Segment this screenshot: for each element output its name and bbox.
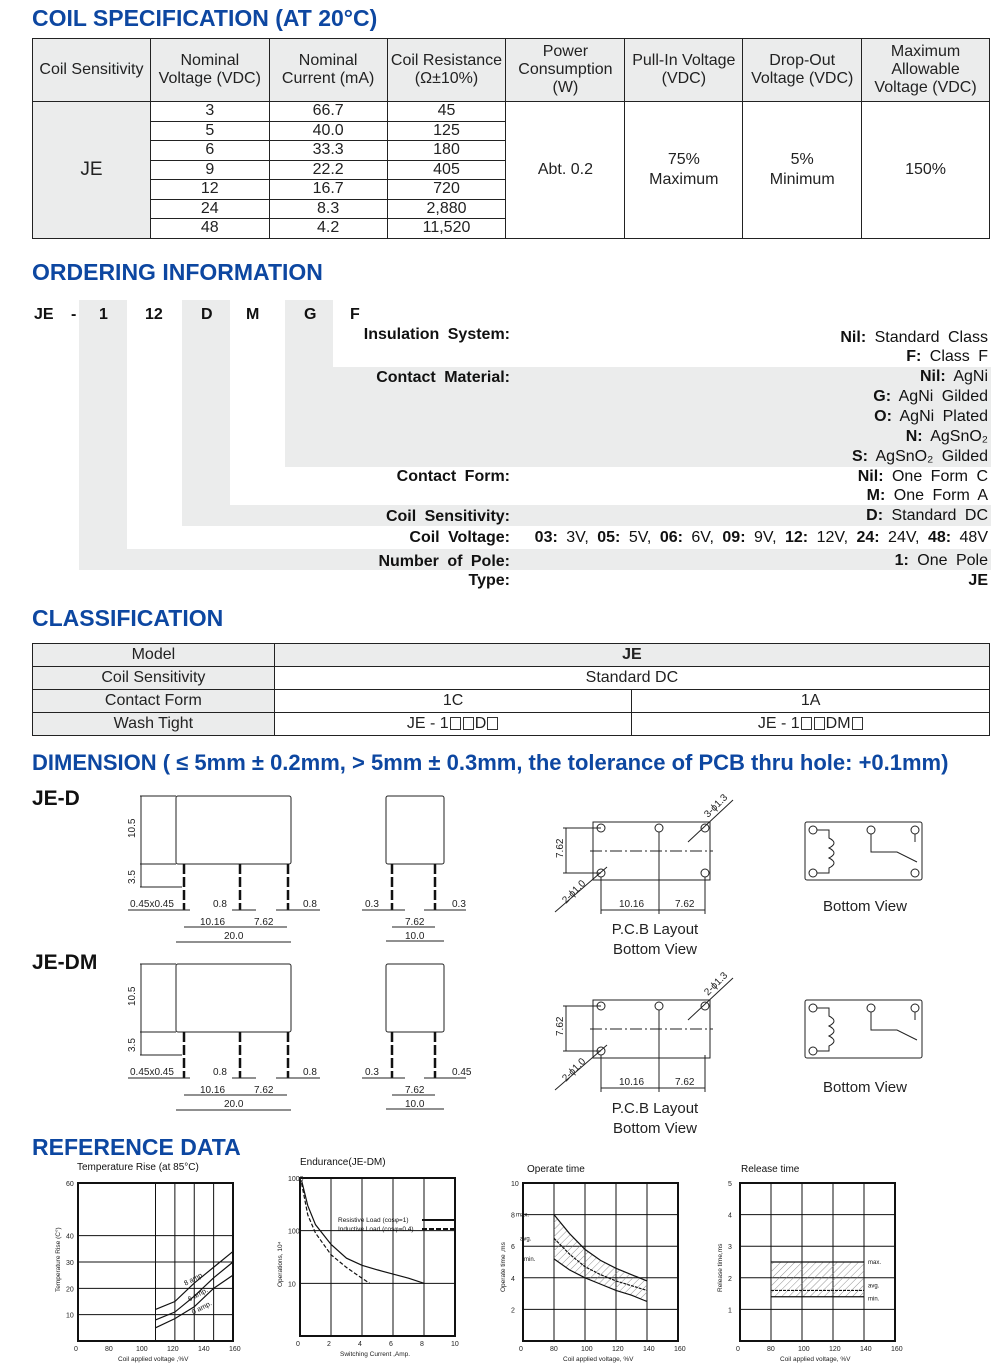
- coil-sensitivity-label: Coil Sensitivity: [33, 667, 275, 690]
- x-tick-label: 140: [198, 1346, 210, 1353]
- y-tick-label: 4: [511, 1275, 515, 1283]
- code-material: G: [304, 306, 317, 323]
- plot-frame: [300, 1178, 455, 1336]
- coil-sensitivity-value: Standard DC: [274, 667, 989, 690]
- header-coil-sensitivity: [33, 39, 151, 102]
- x-tick-label: 6: [389, 1341, 393, 1348]
- pull-in-cell: [625, 102, 743, 239]
- option-key: N:: [905, 428, 923, 445]
- x-tick-label: 0: [736, 1346, 740, 1353]
- placeholder-box: [450, 717, 461, 730]
- reference-title: REFERENCE DATA: [32, 1134, 241, 1160]
- coil-icon: [817, 830, 834, 873]
- bottom-view-outline: [805, 1000, 922, 1058]
- header-text: Voltage (VDC): [158, 70, 261, 87]
- voltage-cell: 6: [150, 141, 269, 161]
- part-prefix: JE - 1: [757, 715, 800, 732]
- annotation-label: max.: [868, 1260, 882, 1266]
- option-key: 48:: [927, 529, 952, 546]
- coil-sensitivity-cell: JE: [33, 102, 151, 239]
- label-coil-voltage: Coil Voltage:: [409, 529, 510, 546]
- option-key: 06:: [659, 529, 683, 546]
- header-text: Drop-Out: [769, 52, 836, 69]
- placeholder-box: [487, 717, 498, 730]
- dim-label: 0.3: [452, 899, 466, 910]
- dim-label: 7.62: [675, 899, 695, 910]
- option-key: M:: [866, 487, 886, 504]
- option-pole-1: [895, 552, 988, 570]
- y-axis-label: Operate time ,ms: [500, 1242, 507, 1292]
- classification-title: CLASSIFICATION: [32, 605, 224, 631]
- dim-label: 0.45x0.45: [130, 899, 174, 910]
- dim-label: 10.16: [200, 917, 226, 928]
- resistance-cell: 11,520: [387, 219, 506, 239]
- option-key: 24:: [856, 529, 880, 546]
- option-material-nil: [920, 368, 988, 386]
- y-tick-label: 2: [511, 1307, 515, 1315]
- code-pole: 1: [99, 306, 108, 323]
- dim-label: 3.5: [127, 870, 138, 884]
- voltage-cell: 48: [150, 219, 269, 239]
- x-tick-label: 100: [581, 1346, 593, 1353]
- pcb-hole: [701, 869, 709, 877]
- dim-label: 0.3: [365, 1067, 379, 1078]
- x-tick-label: 80: [767, 1346, 775, 1353]
- endurance-chart: [272, 1170, 472, 1363]
- drop-out-value: 5%: [790, 150, 814, 168]
- current-cell: 40.0: [269, 121, 387, 141]
- label-poles: Number of Pole:: [378, 553, 510, 570]
- label-contact-material: Contact Material:: [376, 369, 510, 386]
- option-material-n: [906, 428, 988, 446]
- code-insulation: F: [350, 306, 360, 323]
- x-tick-label: 120: [829, 1346, 841, 1353]
- part-prefix: JE - 1: [406, 715, 449, 732]
- x-tick-label: 2: [327, 1341, 331, 1348]
- y-tick-label: 10: [288, 1281, 296, 1289]
- resistance-cell: 45: [387, 102, 506, 122]
- y-tick-label: 20: [66, 1286, 74, 1294]
- option-material-s: [852, 448, 988, 466]
- option-key: O:: [874, 408, 892, 425]
- wash-tight-1c: [274, 713, 632, 736]
- option-key: JE: [968, 572, 988, 589]
- coil-header-row: [33, 39, 990, 102]
- pcb-caption-je-d: [590, 920, 720, 960]
- current-cell: 16.7: [269, 180, 387, 200]
- coil-terminal: [809, 1004, 817, 1012]
- code-sensitivity: D: [201, 306, 213, 323]
- header-text: Maximum: [890, 43, 961, 60]
- table-row: [33, 690, 990, 713]
- series-line: [302, 1183, 370, 1283]
- x-axis-label: Switching Current ,Amp.: [340, 1351, 411, 1358]
- y-tick-label: 100: [288, 1228, 300, 1236]
- coil-icon: [817, 1008, 834, 1051]
- code-dash: -: [71, 306, 77, 323]
- power-cell: Abt. 0.2: [506, 102, 625, 239]
- option-key: S:: [851, 448, 868, 465]
- x-tick-label: 80: [550, 1346, 558, 1353]
- option-value: AgNi Plated: [899, 408, 988, 425]
- label-coil-sensitivity: Coil Sensitivity:: [385, 508, 510, 525]
- bracket-sensitivity: [182, 300, 230, 526]
- x-tick-label: 8: [420, 1341, 424, 1348]
- x-tick-label: 10: [451, 1341, 459, 1348]
- y-tick-label: 2: [728, 1275, 732, 1283]
- pcb-caption-je-dm: [590, 1099, 720, 1139]
- dim-label: 7.62: [555, 838, 566, 858]
- header-drop-out: [743, 39, 862, 102]
- option-key: Nil:: [857, 468, 884, 485]
- y-tick-label: 30: [66, 1260, 74, 1267]
- relay-front-body: [176, 964, 291, 1032]
- header-text: Current (mA): [281, 70, 375, 87]
- header-text: Allowable: [891, 61, 960, 78]
- option-form-m: [867, 487, 988, 505]
- current-cell: 33.3: [269, 141, 387, 161]
- coil-spec-title: COIL SPECIFICATION (AT 20°C): [32, 5, 378, 31]
- y-tick-label: 60: [66, 1181, 74, 1188]
- option-form-nil: [858, 468, 988, 486]
- header-text: (W): [552, 79, 579, 96]
- x-tick-label: 100: [798, 1346, 810, 1353]
- x-axis-label: Coil applied voltage, %V: [563, 1356, 634, 1363]
- y-tick-label: 1000: [288, 1176, 304, 1183]
- x-tick-label: 140: [860, 1346, 872, 1353]
- placeholder-box: [852, 717, 863, 730]
- x-tick-label: 160: [229, 1346, 241, 1353]
- caption-line: P.C.B Layout: [611, 921, 699, 938]
- annotation-label: min.: [524, 1256, 536, 1263]
- dim-label: 7.62: [405, 1085, 425, 1096]
- header-max-allowable: [862, 39, 990, 102]
- option-value: AgSnO₂: [930, 428, 988, 445]
- header-nominal-voltage: [150, 39, 269, 102]
- table-row: [33, 102, 990, 122]
- max-allowable-cell: 150%: [862, 102, 990, 239]
- dim-label: 7.62: [254, 917, 274, 928]
- voltage-cell: 24: [150, 199, 269, 219]
- band-area: [554, 1215, 647, 1302]
- dim-label: 20.0: [224, 931, 244, 942]
- option-material-g: [873, 388, 988, 406]
- resistance-cell: 2,880: [387, 199, 506, 219]
- dim-label: 0.8: [213, 1067, 227, 1078]
- bracket-pole-row: [79, 549, 991, 570]
- voltage-cell: 5: [150, 121, 269, 141]
- resistance-cell: 720: [387, 180, 506, 200]
- option-value: 3V,: [566, 529, 589, 546]
- voltage-cell: 3: [150, 102, 269, 122]
- y-axis-label: Temperature Rise (C°): [55, 1227, 62, 1292]
- header-nominal-current: [269, 39, 387, 102]
- caption-line: Bottom View: [613, 1120, 697, 1137]
- x-tick-label: 120: [167, 1346, 179, 1353]
- placeholder-box: [801, 717, 812, 730]
- x-axis-label: Coil applied voltage ,%V: [118, 1356, 189, 1363]
- part-suffix: D: [474, 715, 487, 732]
- dim-label: 10.0: [405, 1099, 425, 1110]
- option-insulation-f: [906, 348, 988, 366]
- legend-label: Resistive Load (cosφ=1): [338, 1217, 409, 1224]
- x-tick-label: 0: [519, 1346, 523, 1353]
- dim-label: 20.0: [224, 1099, 244, 1110]
- dim-label: 10.16: [200, 1085, 226, 1096]
- dimension-set-je-d: [127, 792, 922, 942]
- dim-label: 10.16: [619, 1077, 645, 1088]
- label-contact-form: Contact Form:: [396, 468, 510, 485]
- x-tick-label: 160: [674, 1346, 686, 1353]
- coil-terminal: [809, 869, 817, 877]
- nc-terminal: [911, 1004, 919, 1012]
- header-text: Nominal: [180, 52, 240, 69]
- option-value: One Form A: [893, 487, 988, 504]
- header-text: Nominal: [298, 52, 358, 69]
- chart-title: Release time: [741, 1164, 800, 1175]
- caption-line: Bottom View: [613, 941, 697, 958]
- common-terminal: [867, 826, 875, 834]
- resistance-cell: 180: [387, 141, 506, 161]
- header-text: Voltage (VDC): [874, 79, 977, 96]
- dim-label: 0.8: [303, 1067, 317, 1078]
- y-tick-label: 3: [728, 1244, 732, 1252]
- switch-icon: [871, 1012, 917, 1040]
- x-tick-label: 100: [136, 1346, 148, 1353]
- option-key: 09:: [722, 529, 746, 546]
- part-suffix: DM: [825, 715, 851, 732]
- contact-form-label: Contact Form: [33, 690, 275, 713]
- dim-label: 3.5: [127, 1038, 138, 1052]
- caption-line: P.C.B Layout: [611, 1100, 699, 1117]
- dim-label: 0.8: [213, 899, 227, 910]
- option-value: Standard DC: [891, 507, 988, 524]
- header-coil-resistance: [387, 39, 506, 102]
- variant-title-je-dm: JE-DM: [32, 951, 98, 974]
- relay-side-body: [386, 964, 444, 1032]
- header-text: (Ω±10%): [414, 70, 479, 87]
- code-voltage: 12: [145, 306, 163, 323]
- pcb-hole: [701, 1002, 709, 1010]
- coil-terminal: [809, 826, 817, 834]
- contact-form-1a: 1A: [632, 690, 990, 713]
- y-tick-label: 8: [511, 1212, 515, 1220]
- coil-terminal: [809, 1047, 817, 1055]
- bracket-pole: [79, 300, 127, 570]
- header-text: Consumption: [518, 61, 613, 78]
- x-tick-label: 80: [105, 1346, 113, 1353]
- y-axis-label: Release time,ms: [717, 1243, 724, 1292]
- voltage-cell: 9: [150, 160, 269, 180]
- label-type: Type:: [468, 572, 510, 589]
- dim-label: 10.16: [619, 899, 645, 910]
- dim-label: 7.62: [254, 1085, 274, 1096]
- x-axis-label: Coil applied voltage, %V: [780, 1356, 851, 1363]
- chart-title: Temperature Rise (at 85°C): [77, 1162, 199, 1173]
- dim-label: 0.3: [365, 899, 379, 910]
- header-text: Coil Sensitivity: [39, 61, 144, 78]
- series-label: 8 amp.: [183, 1271, 206, 1288]
- current-cell: 22.2: [269, 160, 387, 180]
- relay-side-body: [386, 796, 444, 864]
- dim-label: 2-ϕ1.0: [560, 1056, 589, 1085]
- option-value: 48V: [959, 529, 988, 546]
- pull-in-qualifier: Maximum: [649, 170, 719, 188]
- series-label: 6 amp.: [187, 1287, 210, 1304]
- pcb-hole: [655, 824, 663, 832]
- ordering-diagram: [0, 300, 1004, 600]
- option-coil-voltage-list: [535, 529, 988, 547]
- option-key: F:: [906, 348, 922, 365]
- dim-label: 10.0: [405, 931, 425, 942]
- pcb-hole: [655, 1002, 663, 1010]
- y-tick-label: 4: [728, 1212, 732, 1220]
- option-value: One Form C: [891, 468, 988, 485]
- pcb-hole: [701, 824, 709, 832]
- option-key: 1:: [894, 552, 909, 569]
- x-tick-label: 140: [643, 1346, 655, 1353]
- chart-title: Endurance(JE-DM): [300, 1157, 386, 1168]
- option-value: AgSnO₂ Gilded: [875, 448, 988, 465]
- option-value: 9V,: [753, 529, 777, 546]
- option-value: 24V,: [888, 529, 920, 546]
- dim-label: 7.62: [555, 1016, 566, 1036]
- dimension-title: DIMENSION ( ≤ 5mm ± 0.2mm, > 5mm ± 0.3mm, the tolerance of PCB thru hole: +0.1mm): [32, 750, 949, 775]
- annotation-label: avg.: [868, 1283, 880, 1290]
- model-label: Model: [33, 644, 275, 667]
- series-label: 0 amp.: [190, 1300, 214, 1317]
- pull-in-value: 75%: [667, 150, 700, 168]
- option-value: One Pole: [917, 552, 988, 569]
- classification-table: [32, 643, 990, 736]
- option-key: 03:: [534, 529, 558, 546]
- current-cell: 8.3: [269, 199, 387, 219]
- y-tick-label: 5: [728, 1181, 732, 1188]
- option-value: AgNi Gilded: [898, 388, 988, 405]
- annotation-label: min.: [868, 1296, 880, 1303]
- code-form: M: [246, 306, 260, 323]
- bottom-view-outline: [805, 822, 922, 880]
- contact-form-1c: 1C: [274, 690, 632, 713]
- dim-label: 7.62: [405, 917, 425, 928]
- y-tick-label: 1: [728, 1307, 732, 1315]
- current-cell: 66.7: [269, 102, 387, 122]
- current-cell: 4.2: [269, 219, 387, 239]
- x-tick-label: 120: [612, 1346, 624, 1353]
- option-value: 5V,: [628, 529, 652, 546]
- bottom-caption-je-dm: Bottom View: [823, 1079, 907, 1096]
- table-row: [33, 667, 990, 690]
- legend-label: Inductive Load (cosφ=0.4): [338, 1226, 414, 1233]
- dim-label: 7.62: [675, 1077, 695, 1088]
- wash-tight-label: Wash Tight: [33, 713, 275, 736]
- ordering-title: ORDERING INFORMATION: [32, 259, 323, 285]
- placeholder-box: [814, 717, 825, 730]
- x-tick-label: 4: [358, 1341, 362, 1348]
- switch-icon: [871, 834, 917, 862]
- option-insulation-nil: [840, 329, 988, 347]
- annotation-label: max.: [516, 1212, 530, 1219]
- option-key: 05:: [597, 529, 621, 546]
- option-value: Class F: [929, 348, 988, 365]
- band-area: [771, 1262, 864, 1297]
- dim-label: 0.8: [303, 899, 317, 910]
- y-tick-label: 10: [511, 1181, 519, 1188]
- header-text: Power: [542, 43, 589, 60]
- temperature-rise-chart: [50, 1175, 250, 1363]
- model-value: JE: [274, 644, 989, 667]
- resistance-cell: 125: [387, 121, 506, 141]
- option-value: 12V,: [816, 529, 849, 546]
- option-key: Nil:: [919, 368, 946, 385]
- header-text: (VDC): [661, 70, 707, 87]
- annotation-label: avg.: [520, 1236, 532, 1243]
- code-type: JE: [34, 306, 54, 323]
- option-key: Nil:: [840, 329, 867, 346]
- drop-out-cell: [743, 102, 862, 239]
- option-key: 12:: [784, 529, 809, 546]
- y-axis-label: Operations, 10⁴: [277, 1241, 284, 1287]
- chart-title: Operate time: [527, 1164, 585, 1175]
- option-value: Standard Class: [874, 329, 988, 346]
- dim-label: 3-ϕ1.3: [702, 792, 731, 821]
- header-text: Voltage (VDC): [751, 70, 854, 87]
- placeholder-box: [463, 717, 474, 730]
- option-key: G:: [873, 388, 892, 405]
- voltage-cell: 12: [150, 180, 269, 200]
- wash-tight-1a: [632, 713, 990, 736]
- y-tick-label: 40: [66, 1233, 74, 1241]
- x-tick-label: 0: [296, 1341, 300, 1348]
- dim-label: 2-ϕ1.3: [702, 970, 731, 999]
- operate-time-chart: [495, 1175, 695, 1363]
- x-tick-label: 160: [891, 1346, 903, 1353]
- dim-label: 0.45x0.45: [130, 1067, 174, 1078]
- resistance-cell: 405: [387, 160, 506, 180]
- no-terminal: [911, 869, 919, 877]
- option-material-o: [874, 408, 988, 426]
- drop-out-qualifier: Minimum: [769, 170, 835, 188]
- header-text: Pull-In Voltage: [632, 52, 736, 69]
- dim-label: 10.5: [127, 986, 138, 1006]
- nc-terminal: [911, 826, 919, 834]
- option-type-je: [968, 572, 988, 590]
- dim-label: 2-ϕ1.0: [560, 878, 589, 907]
- table-row: [33, 713, 990, 736]
- coil-spec-table: [32, 38, 990, 239]
- table-row: [33, 644, 990, 667]
- header-text: Coil Resistance: [390, 52, 503, 69]
- label-insulation: Insulation System:: [363, 326, 510, 343]
- option-key: D:: [866, 507, 884, 524]
- dim-label: 10.5: [127, 818, 138, 838]
- y-tick-label: 10: [66, 1312, 74, 1320]
- x-tick-label: 0: [74, 1346, 78, 1353]
- header-pull-in: [625, 39, 743, 102]
- header-power: [506, 39, 625, 102]
- variant-title-je-d: JE-D: [32, 787, 80, 810]
- release-time-chart: [712, 1175, 912, 1363]
- bottom-caption-je-d: Bottom View: [823, 898, 907, 915]
- relay-front-body: [176, 796, 291, 864]
- option-value: AgNi: [953, 368, 988, 385]
- option-value: 6V,: [691, 529, 714, 546]
- dim-label: 0.45: [452, 1067, 472, 1078]
- common-terminal: [867, 1004, 875, 1012]
- y-tick-label: 6: [511, 1244, 515, 1252]
- option-sensitivity-d: [866, 507, 988, 525]
